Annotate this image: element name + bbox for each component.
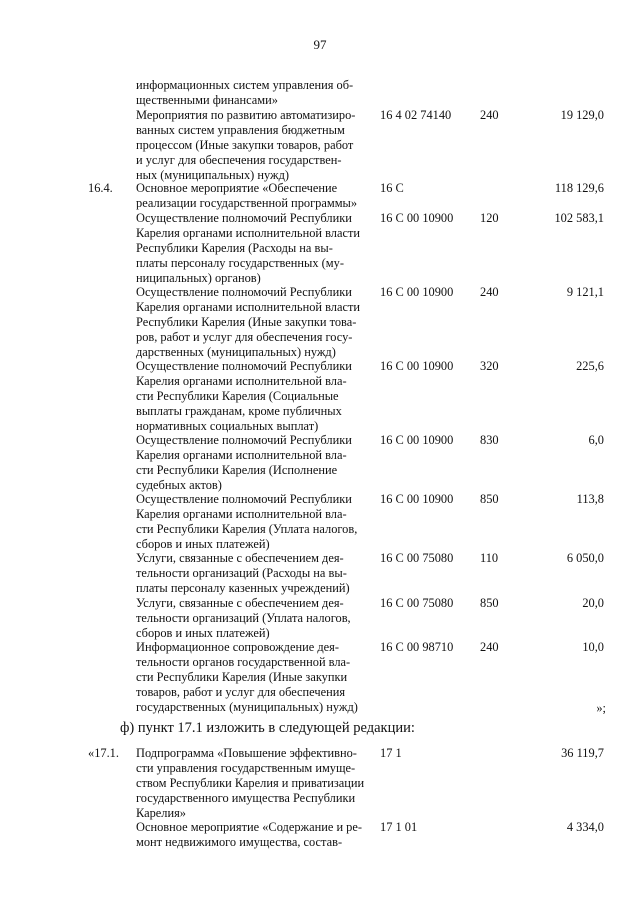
item-description: информационных систем управления об- щественными финансами» xyxy=(136,78,354,107)
item-code: 16 С 00 10900 xyxy=(380,492,454,506)
item-amount: 10,0 xyxy=(582,640,604,654)
item-description: Осуществление полномочий Республики Карелия органами исполнительной власти Республики Карелия (Расходы на вы- платы персоналу государственных (му- ниципальных) органов) xyxy=(136,211,361,285)
item-description: Осуществление полномочий Республики Карелия органами исполнительной власти Республики Карелия (Иные закупки това- ров, работ и услуг для обеспечения госу- дарственных (муниципальных) нужд) xyxy=(136,285,361,359)
item-amount: 225,6 xyxy=(576,359,604,373)
item-expense-type: 120 xyxy=(480,211,499,225)
item-expense-type: 850 xyxy=(480,492,499,506)
item-code: 17 1 xyxy=(380,746,402,760)
item-amount: 20,0 xyxy=(582,596,604,610)
item-amount: 113,8 xyxy=(576,492,604,506)
item-code: 16 С 00 75080 xyxy=(380,551,454,565)
item-amount: 6,0 xyxy=(588,433,604,447)
item-description: Мероприятия по развитию автоматизиро- ванных систем управления бюджетным процессом (Иные закупки товаров, работ и услуг для обеспечения государствен- ных (муниципальных) нужд) xyxy=(136,108,356,182)
item-description: Услуги, связанные с обеспечением дея- тельности организаций (Расходы на вы- платы персоналу казенных учреждений) xyxy=(136,551,350,595)
item-amount: 19 129,0 xyxy=(560,108,604,122)
closing-quote-mark: »; xyxy=(596,701,606,715)
item-amount: 9 121,1 xyxy=(566,285,604,299)
item-description: Подпрограмма «Повышение эффективно- сти управления государственным имуще- ством Республики Карелия и приватизации государственного имущества Республики Карелия» xyxy=(136,746,365,820)
item-number: «17.1. xyxy=(88,746,119,760)
item-amount: 118 129,6 xyxy=(554,181,604,195)
item-description: Услуги, связанные с обеспечением дея- тельности организаций (Уплата налогов, сборов и иных платежей) xyxy=(136,596,351,640)
item-amount: 6 050,0 xyxy=(566,551,604,565)
item-code: 16 С 00 10900 xyxy=(380,359,454,373)
page-number: 97 xyxy=(313,37,327,52)
item-code: 16 С xyxy=(380,181,404,195)
item-expense-type: 240 xyxy=(480,108,499,122)
section-heading: ф) пункт 17.1 изложить в следующей редакции: xyxy=(120,720,415,736)
item-code: 17 1 01 xyxy=(380,820,418,834)
item-expense-type: 320 xyxy=(480,359,499,373)
item-description: Осуществление полномочий Республики Карелия органами исполнительной вла- сти Республики Карелия (Исполнение судебных актов) xyxy=(136,433,352,492)
item-code: 16 4 02 74140 xyxy=(380,108,452,122)
item-code: 16 С 00 75080 xyxy=(380,596,454,610)
item-amount: 4 334,0 xyxy=(566,820,604,834)
item-expense-type: 850 xyxy=(480,596,499,610)
item-expense-type: 830 xyxy=(480,433,499,447)
item-amount: 36 119,7 xyxy=(561,746,604,760)
item-expense-type: 110 xyxy=(480,551,499,565)
item-code: 16 С 00 10900 xyxy=(380,285,454,299)
item-code: 16 С 00 10900 xyxy=(380,211,454,225)
item-description: Основное мероприятие «Обеспечение реализации государственной программы» xyxy=(136,181,358,210)
item-description: Осуществление полномочий Республики Карелия органами исполнительной вла- сти Республики Карелия (Уплата налогов, сборов и иных платежей) xyxy=(136,492,358,551)
item-description: Информационное сопровождение дея- тельности органов государственной вла- сти Республики Карелия (Иные закупки товаров, работ и услуг для обеспечения государственных (муниципальных) нужд) xyxy=(136,640,358,714)
item-description: Основное мероприятие «Содержание и ре- монт недвижимого имущества, состав- xyxy=(136,820,362,849)
item-expense-type: 240 xyxy=(480,285,499,299)
item-code: 16 С 00 98710 xyxy=(380,640,454,654)
item-expense-type: 240 xyxy=(480,640,499,654)
item-code: 16 С 00 10900 xyxy=(380,433,454,447)
item-amount: 102 583,1 xyxy=(554,211,604,225)
item-description: Осуществление полномочий Республики Карелия органами исполнительной вла- сти Республики Карелия (Социальные выплаты гражданам, кроме публичных нормативных социальных выплат) xyxy=(136,359,352,433)
item-number: 16.4. xyxy=(88,181,113,195)
